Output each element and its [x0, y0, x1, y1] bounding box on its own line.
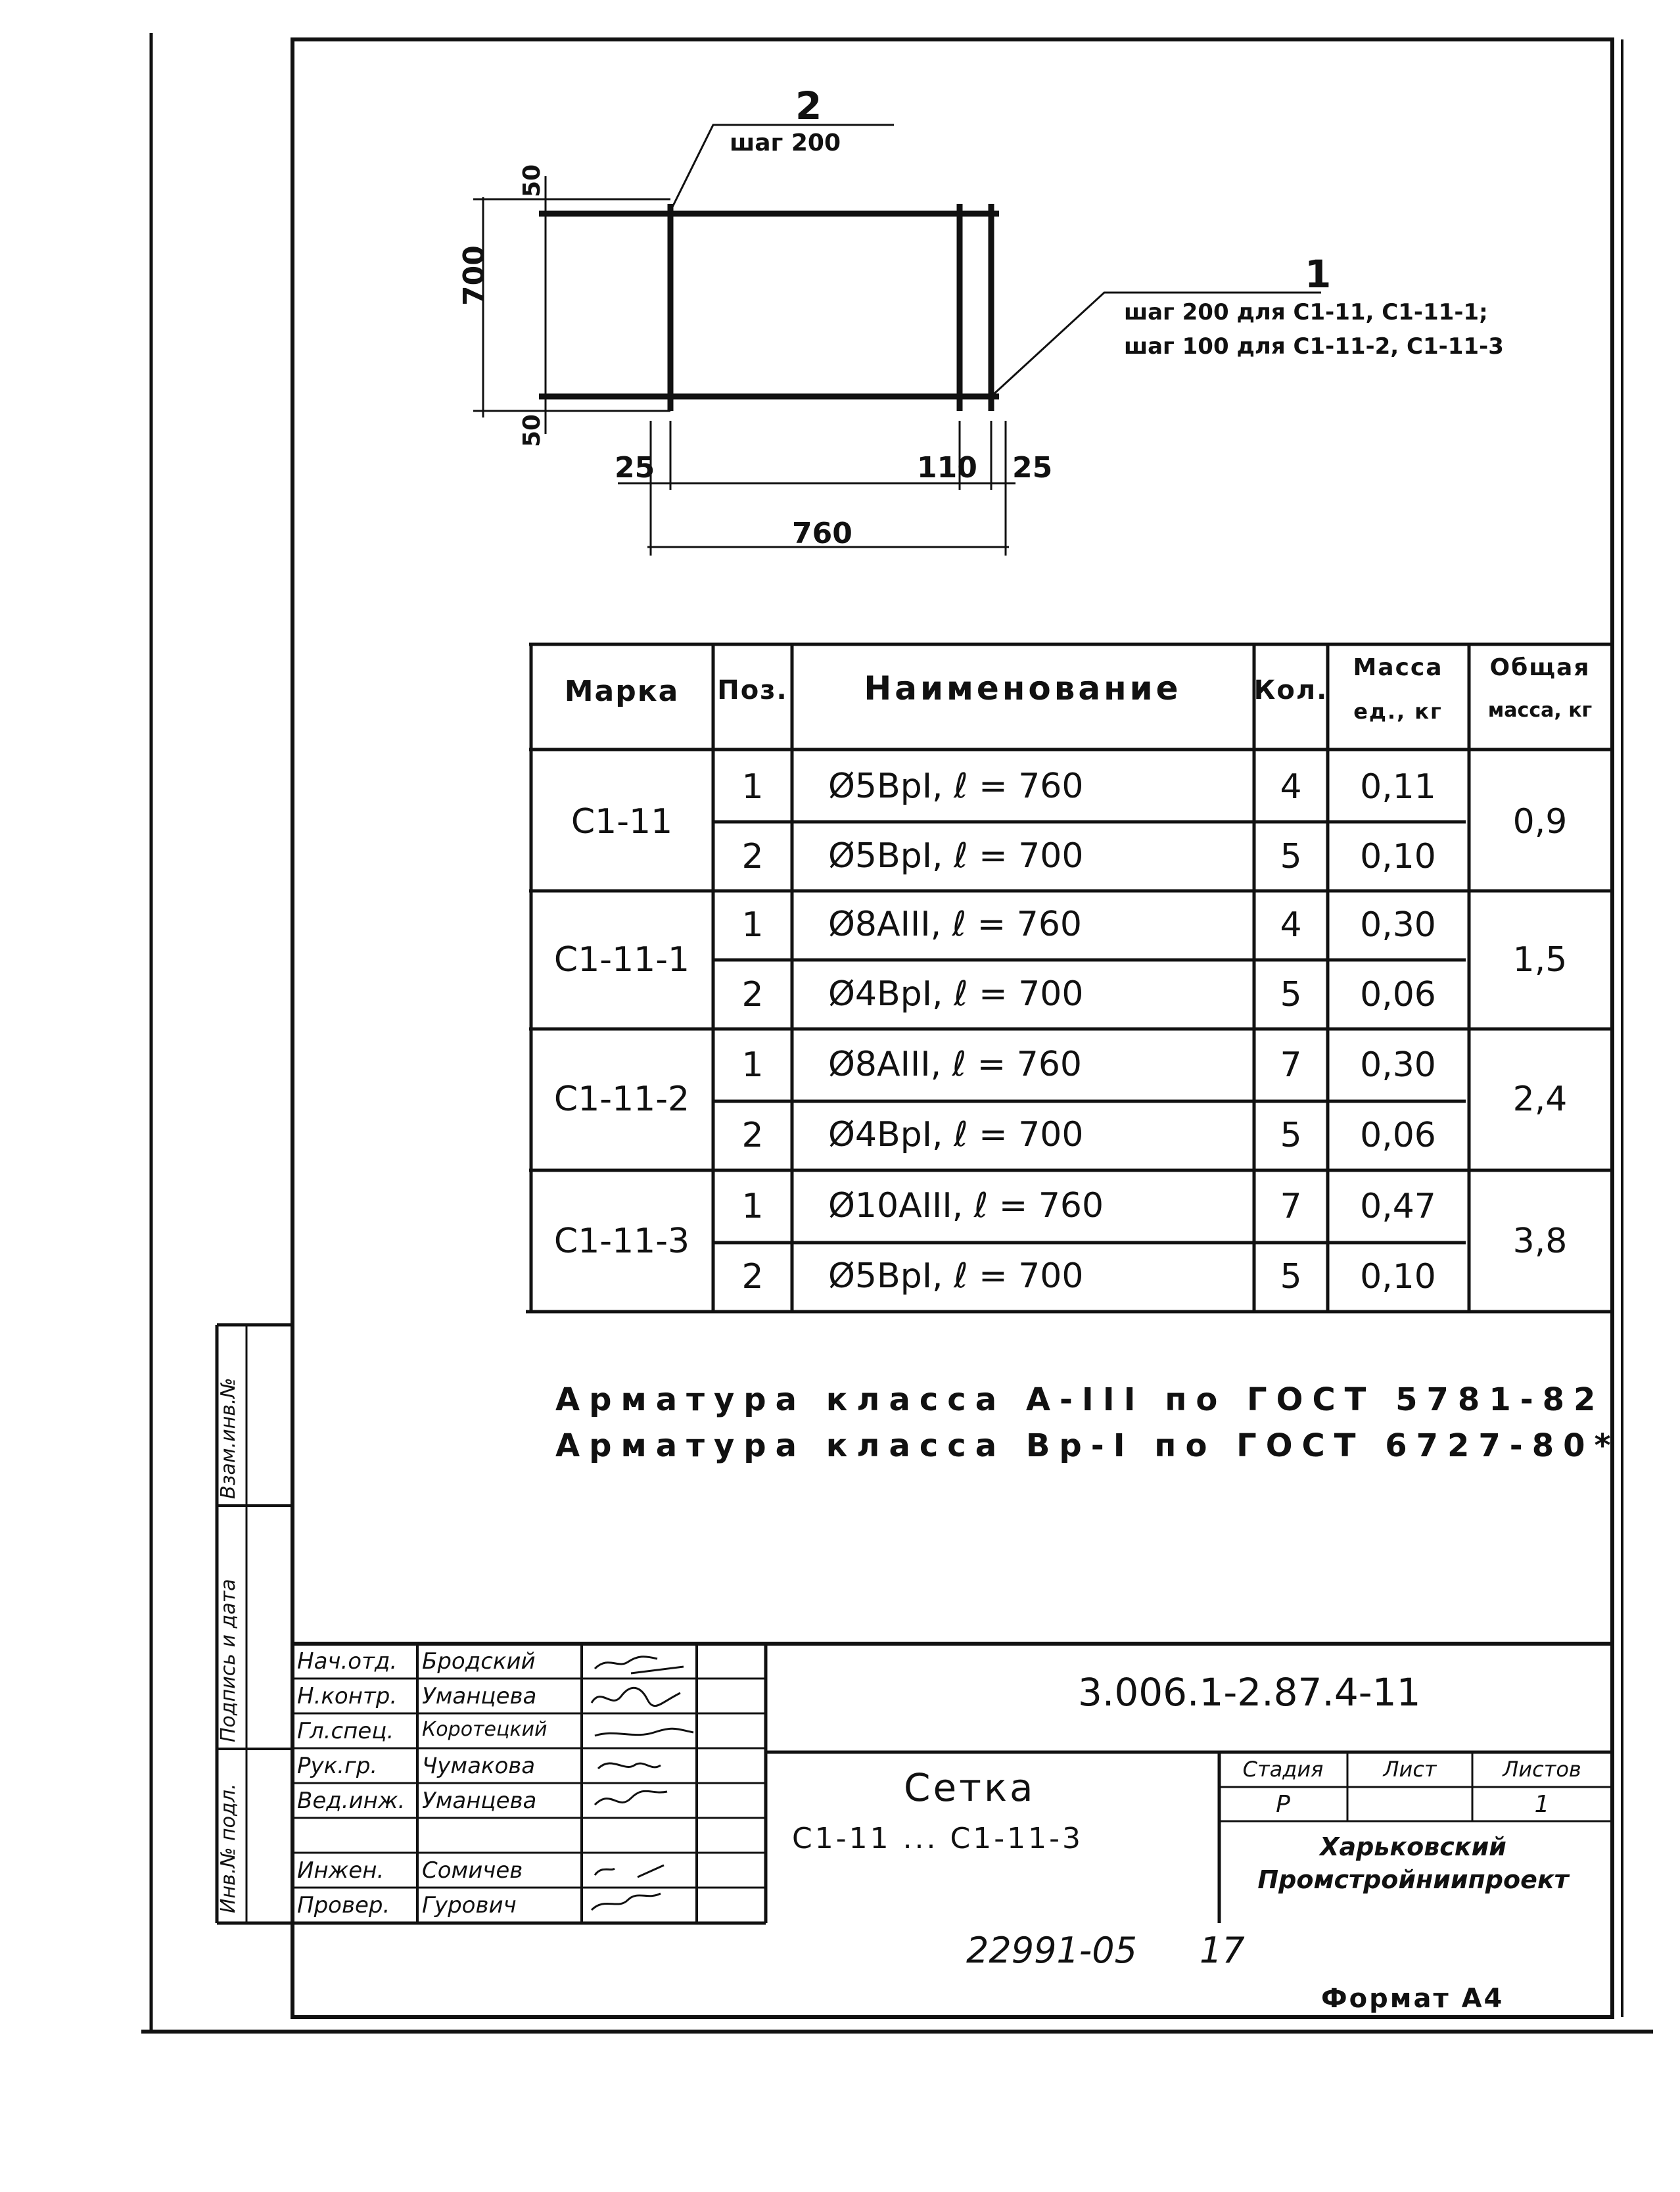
row-name: Ø8АIII, ℓ = 760: [828, 1045, 1083, 1084]
inventory-number: 22991-05: [966, 1930, 1137, 1971]
tb-name: Гурович: [422, 1892, 517, 1918]
sheet-subtitle: С1-11 ... С1-11-3: [792, 1822, 1083, 1855]
group-mark: С1-11-3: [553, 1222, 690, 1261]
page-number: 17: [1200, 1930, 1245, 1971]
group-total: 0,9: [1512, 802, 1568, 842]
tb-role: Гл.спец.: [297, 1718, 394, 1744]
dim-right-b-label: 25: [1012, 451, 1053, 485]
row-qty: 5: [1280, 837, 1302, 876]
pos2-note: шаг 200: [730, 130, 841, 156]
tb-name: Уманцева: [422, 1683, 537, 1709]
dim-width-label: 760: [792, 517, 852, 550]
header-qty: Кол.: [1253, 675, 1328, 705]
side-inv: Инв.№ подл.: [217, 1783, 240, 1913]
tb-role: Н.контр.: [297, 1683, 398, 1709]
org-line-2: Промстройниипроект: [1257, 1865, 1569, 1894]
tb-role: Рук.гр.: [297, 1753, 378, 1779]
dim-height-label: 700: [457, 245, 491, 306]
group-mark: С1-11-2: [553, 1080, 690, 1119]
header-mass-total: Общая: [1489, 654, 1591, 681]
stage-label: Стадия: [1242, 1757, 1324, 1782]
side-vzam: Взам.инв.№: [217, 1377, 240, 1499]
format-label: Формат А4: [1321, 1984, 1505, 2014]
dim-top-label: 50: [519, 164, 546, 197]
row-pos: 1: [741, 1187, 764, 1226]
sheets-label: Листов: [1503, 1757, 1581, 1782]
stage-value: Р: [1276, 1791, 1290, 1818]
org-line-1: Харьковский: [1320, 1832, 1506, 1861]
row-pos: 1: [741, 905, 764, 945]
header-mass-unit-2: ед., кг: [1353, 699, 1443, 724]
row-name: Ø5ВрI, ℓ = 700: [828, 1256, 1084, 1296]
group-total: 2,4: [1512, 1080, 1568, 1119]
row-qty: 5: [1280, 1257, 1302, 1297]
pos1-label: 1: [1305, 252, 1332, 297]
row-pos: 2: [741, 837, 764, 876]
dim-left-label: 25: [615, 451, 655, 485]
group-mark: С1-11-1: [553, 940, 690, 980]
row-pos: 1: [741, 1045, 764, 1085]
pos1-note-line1: шаг 200 для С1-11, С1-11-1;: [1124, 299, 1488, 325]
row-qty: 5: [1280, 1116, 1302, 1155]
tb-name: Бродский: [422, 1648, 536, 1675]
group-total: 1,5: [1512, 940, 1568, 980]
note-line-2: Арматура класса Вр-I по ГОСТ 6727-80*: [555, 1427, 1620, 1464]
row-pos: 2: [741, 1116, 764, 1155]
row-pos: 2: [741, 1257, 764, 1297]
row-mass: 0,30: [1360, 1045, 1436, 1085]
row-qty: 5: [1280, 975, 1302, 1014]
tb-name: Сомичев: [422, 1857, 523, 1884]
tb-role: Инжен.: [297, 1857, 385, 1884]
row-qty: 7: [1280, 1187, 1302, 1226]
row-mass: 0,10: [1360, 1257, 1436, 1297]
row-name: Ø8АIII, ℓ = 760: [828, 905, 1083, 944]
tb-role: Провер.: [297, 1892, 390, 1918]
row-mass: 0,06: [1360, 975, 1436, 1014]
row-name: Ø10АIII, ℓ = 760: [828, 1186, 1104, 1226]
row-name: Ø5ВрI, ℓ = 760: [828, 767, 1084, 806]
row-mass: 0,47: [1360, 1187, 1436, 1226]
header-mass-total-2: масса, кг: [1487, 699, 1593, 722]
tb-role: Нач.отд.: [297, 1648, 398, 1675]
tb-name: Уманцева: [422, 1788, 537, 1814]
row-name: Ø5ВрI, ℓ = 700: [828, 836, 1084, 876]
row-mass: 0,06: [1360, 1116, 1436, 1155]
tb-name: Коротецкий: [422, 1718, 548, 1741]
row-name: Ø4ВрI, ℓ = 700: [828, 1115, 1084, 1155]
note-line-1: Арматура класса А-III по ГОСТ 5781-82: [555, 1381, 1605, 1418]
side-podpis: Подпись и дата: [217, 1579, 240, 1742]
group-mark: С1-11: [571, 802, 673, 842]
sheet-label: Лист: [1383, 1757, 1437, 1782]
sheet-title: Сетка: [904, 1765, 1036, 1810]
header-pos: Поз.: [717, 675, 788, 705]
row-pos: 1: [741, 767, 764, 807]
dim-right-a-label: 110: [917, 451, 977, 485]
pos1-note-line2: шаг 100 для С1-11-2, С1-11-3: [1124, 333, 1504, 360]
row-qty: 4: [1280, 905, 1302, 945]
tb-role: Вед.инж.: [297, 1788, 406, 1814]
row-mass: 0,30: [1360, 905, 1436, 945]
row-qty: 7: [1280, 1045, 1302, 1085]
header-mark: Марка: [564, 675, 680, 708]
tb-name: Чумакова: [422, 1753, 536, 1779]
header-mass-unit: Масса: [1353, 654, 1443, 681]
row-mass: 0,11: [1360, 767, 1436, 807]
row-mass: 0,10: [1360, 837, 1436, 876]
row-qty: 4: [1280, 767, 1302, 807]
sheets-value: 1: [1534, 1791, 1550, 1818]
header-name: Наименование: [864, 669, 1182, 707]
row-name: Ø4ВрI, ℓ = 700: [828, 974, 1084, 1014]
pos2-label: 2: [795, 83, 822, 128]
group-total: 3,8: [1512, 1222, 1568, 1261]
doc-code: 3.006.1-2.87.4-11: [1078, 1670, 1421, 1715]
row-pos: 2: [741, 975, 764, 1014]
dim-bottom-label: 50: [519, 414, 546, 447]
